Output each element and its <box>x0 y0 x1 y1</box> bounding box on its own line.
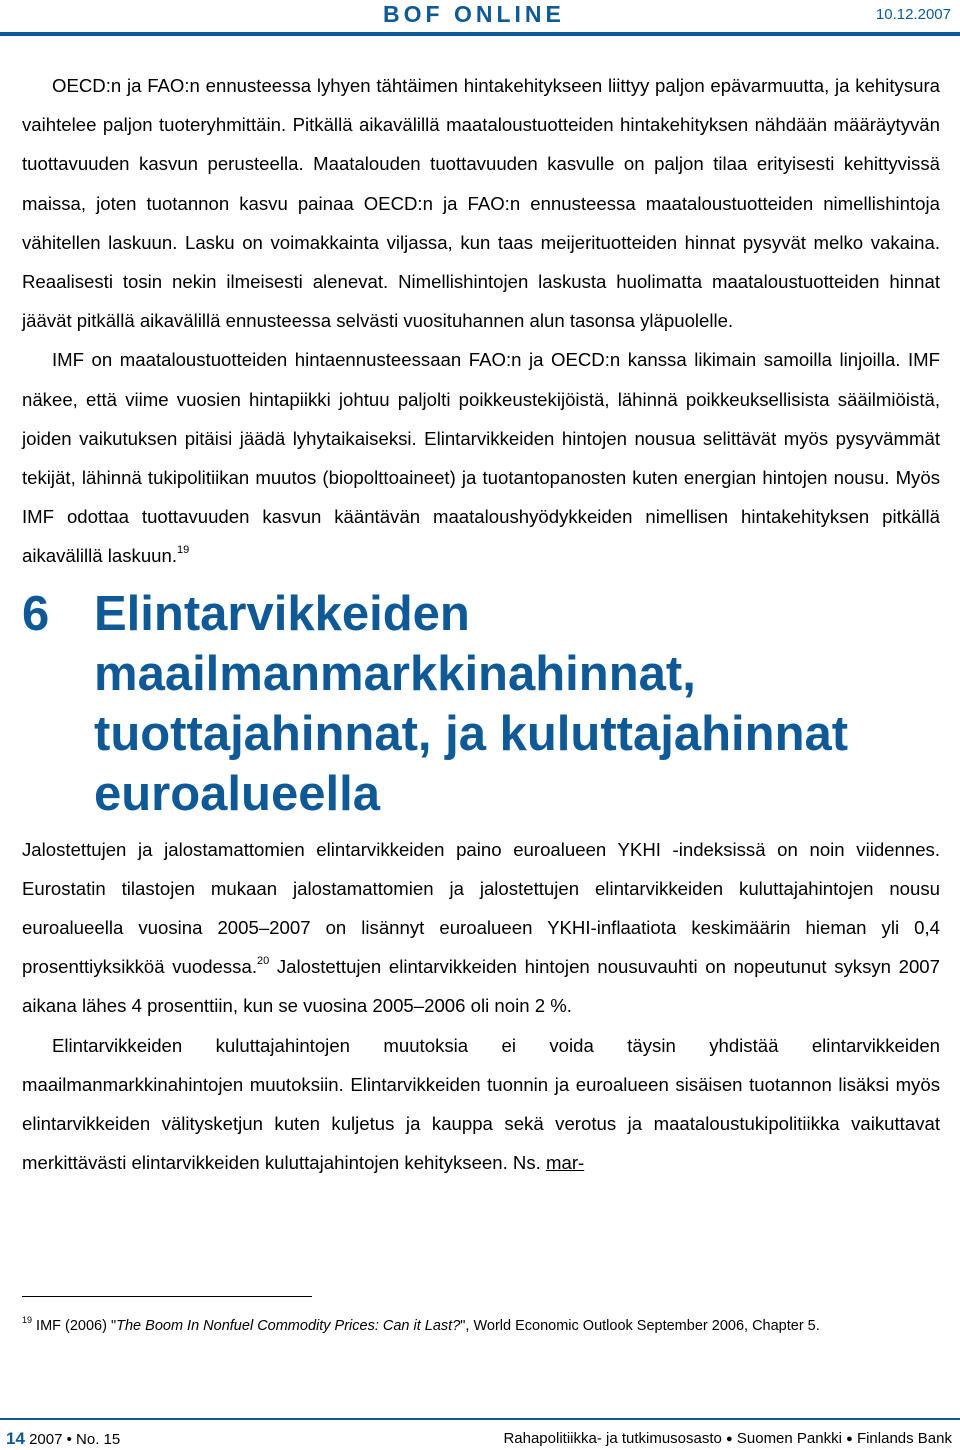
body-paragraph <box>22 830 940 1026</box>
publication-date: 10.12.2007 <box>875 6 951 23</box>
bank-name-en: Finlands Bank <box>856 1430 952 1447</box>
footer-divider <box>0 1418 960 1420</box>
section-heading <box>22 584 940 824</box>
hyphenated-word-tail: mar- <box>545 1152 585 1174</box>
body-paragraph <box>22 1026 940 1183</box>
page-header <box>0 0 960 38</box>
issue-number: 2007 • No. 15 <box>29 1431 121 1448</box>
footnote-suffix: ", World Economic Outlook September 2006, Chapter 5. <box>460 1318 820 1334</box>
footer-left <box>6 1430 120 1449</box>
footnote-reference[interactable]: 20 <box>256 955 270 968</box>
publication-title: BOF ONLINE <box>383 1 565 27</box>
bank-name-fi: Suomen Pankki <box>736 1430 842 1447</box>
paragraph-text: Jalostettujen elintarvikkeiden hintojen nousuvauhti on nopeutunut syksyn 2007 aikana lähes 4 prosenttiin, kun se vuosina 2005–2006 oli noin 2 %. <box>22 956 940 1017</box>
paragraph-text: Jalostettujen ja jalostamattomien elintarvikkeiden paino euroalueen YKHI -indeksissä on noin viidennes. Eurostatin tilastojen mukaan jalostamattomien ja jalostettujen elintarvikkeiden kuluttajahintojen nousu euroalueella vuosina 2005–2007 on lisännyt euroalueen YKHI-inflaatiota keskimäärin hieman yli 0,4 prosenttiyksikköä vuodessa. <box>22 838 940 978</box>
footnote-prefix: IMF (2006) " <box>36 1318 117 1334</box>
footnote-reference[interactable]: 19 <box>177 544 190 557</box>
footnote-number: 19 <box>22 1315 33 1325</box>
paragraph-text: Elintarvikkeiden kuluttajahintojen muutoksia ei voida täysin yhdistää elintarvikkeiden maailmanmarkkinahintojen muutoksiin. Elintarvikkeiden tuonnin ja euroalueen sisäisen tuotannon lisäksi myös elintarvikkeiden välitysketjun kuten kuljetus ja kauppa sekä verotus ja maataloustukipolitiikka vaikuttavat merkittävästi elintarvikkeiden kuluttajahintojen kehitykseen. Ns. <box>22 1034 940 1174</box>
body-paragraph <box>22 340 940 575</box>
article-body <box>22 66 940 1182</box>
paragraph-text: OECD:n ja FAO:n ennusteessa lyhyen tähtäimen hintakehitykseen liittyy paljon epävarmuutta, ja kehitysura vaihtelee paljon tuoteryhmittäin. Pitkällä aikavälillä maataloustuotteiden hintakehityksen nähdään määräytyvän tuottavuuden kasvun perusteella. Maatalouden tuottavuuden kasvulle on paljon tilaa erityisesti kehittyvissä maissa, joten tuotannon kasvu painaa OECD:n ja FAO:n ennusteessa maataloustuotteiden nimellishintoja vähitellen laskuun. Lasku on voimakkainta viljassa, kun taas meijerituotteiden hinnat pysyvät melko vakaina. Reaalisesti tosin nekin ilmeisesti alenevat. Nimellishintojen laskusta huolimatta maataloustuotteiden hinnat jäävät pitkällä aikavälillä ennusteessa selvästi vuosituhannen alun tasonsa yläpuolelle. <box>22 75 940 332</box>
footnote-cited-title: The Boom In Nonfuel Commodity Prices: Can it Last? <box>116 1318 461 1334</box>
footnote-divider <box>22 1296 312 1297</box>
footer-right <box>503 1430 952 1448</box>
page-number: 14 <box>6 1429 25 1448</box>
bullet-icon: ● <box>846 1433 853 1445</box>
bullet-icon: ● <box>726 1433 733 1445</box>
department-name: Rahapolitiikka- ja tutkimusosasto <box>503 1430 722 1447</box>
footnote <box>22 1316 940 1336</box>
body-paragraph <box>22 66 940 340</box>
header-divider <box>0 32 960 36</box>
section-title: Elintarvikkeiden maailmanmarkkinahinnat, tuottajahinnat, ja kuluttajahinnat euroalueella <box>94 586 849 821</box>
section-number: 6 <box>22 586 50 641</box>
paragraph-text: IMF on maataloustuotteiden hintaennusteessaan FAO:n ja OECD:n kanssa likimain samoilla linjoilla. IMF näkee, että viime vuosien hintapiikki johtuu paljolti poikkeustekijöistä, lähinnä poikkeuksellisista sääilmiöistä, joiden vaikutuksen pitäisi jäädä lyhytaikaiseksi. Elintarvikkeiden hintojen nousua selittävät myös pysyvämmät tekijät, lähinnä tukipolitiikan muutos (biopolttoaineet) ja tuotantopanosten kuten energian hintojen nousu. Myös IMF odottaa tuottavuuden kasvun kääntävän maataloushyödykkeiden nimellisen hintakehityksen pitkällä aikavälillä laskuun. <box>22 349 940 567</box>
